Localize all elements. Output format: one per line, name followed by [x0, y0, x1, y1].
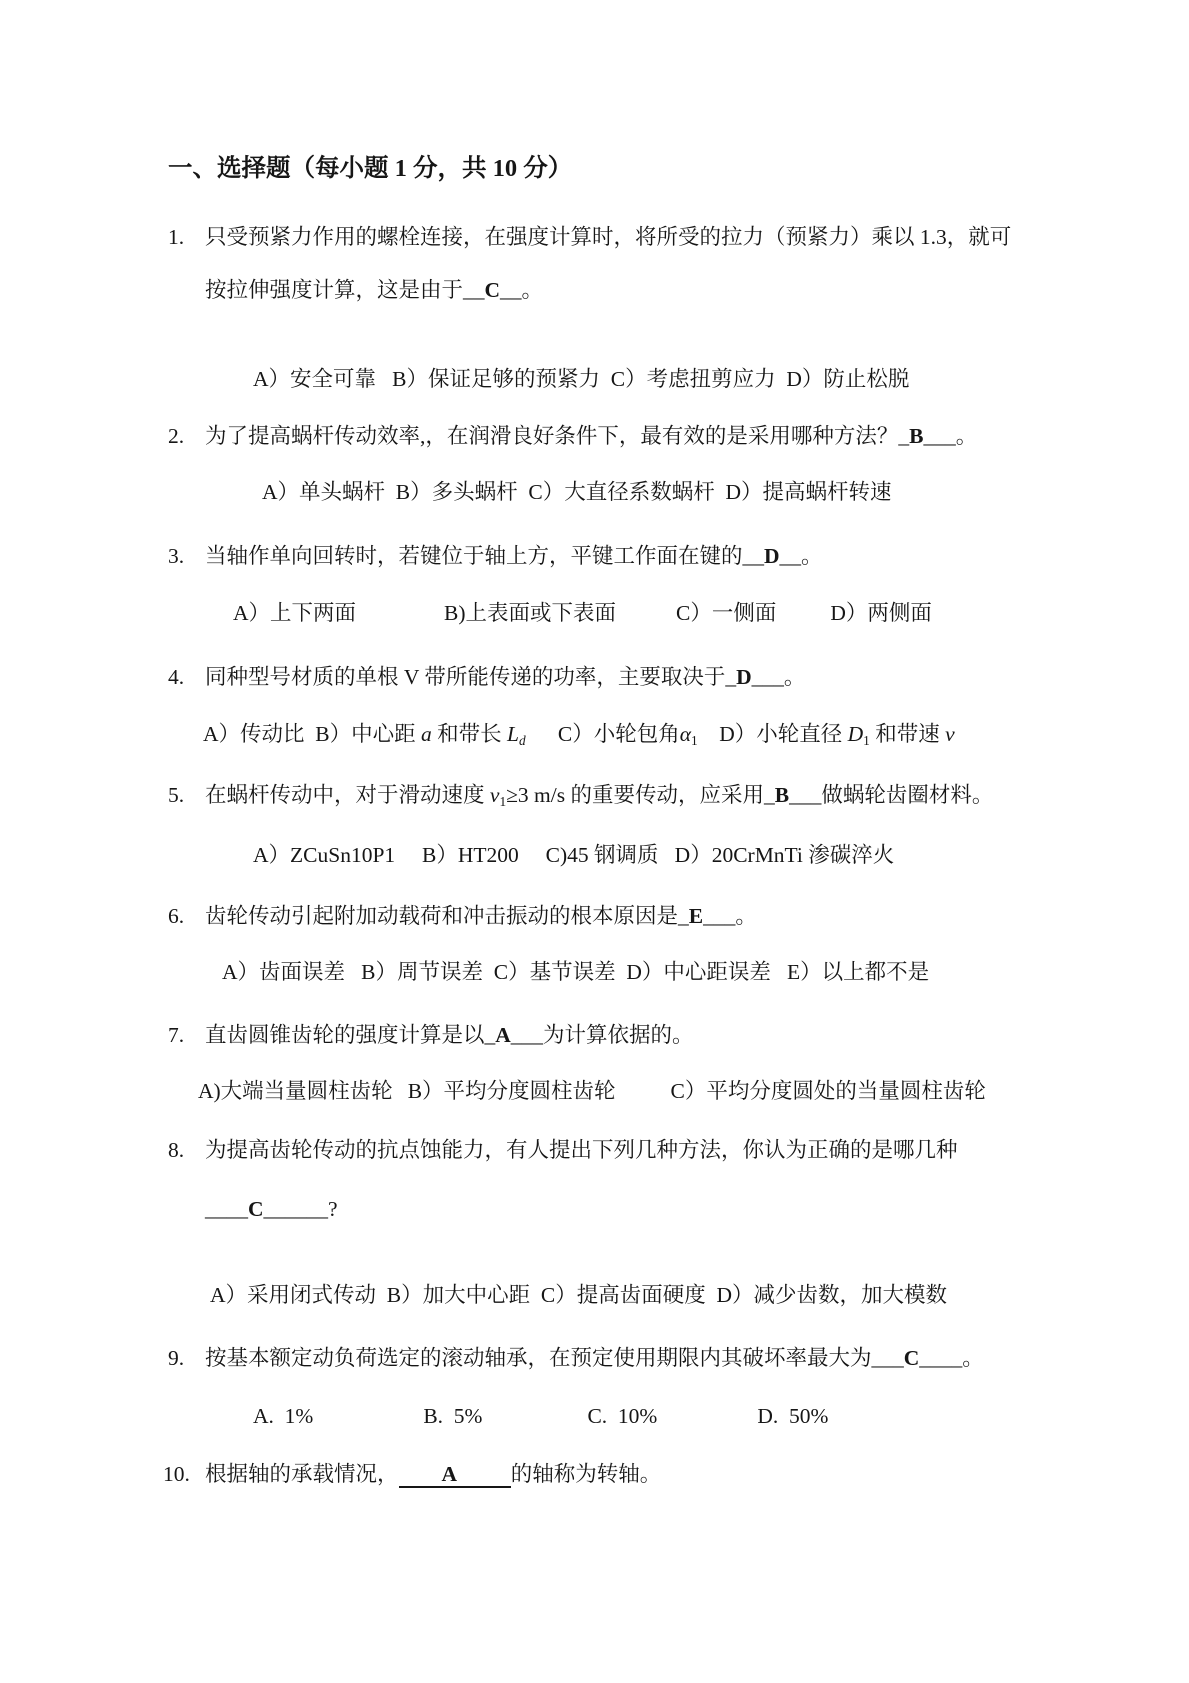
- question-10-text: 根据轴的承载情况， A 的轴称为转轴。: [205, 1462, 662, 1486]
- question-8-text: 为提高齿轮传动的抗点蚀能力，有人提出下列几种方法，你认为正确的是哪几种: [205, 1138, 958, 1162]
- question-2-line-1: [168, 420, 977, 452]
- question-8-line-2: ____C______?: [205, 1197, 338, 1221]
- question-9-options: [253, 1400, 828, 1432]
- question-9-number: 9.: [168, 1346, 185, 1370]
- option-c: C）一侧面: [676, 601, 777, 625]
- question-3-options: [233, 597, 932, 629]
- question-8-options: A）采用闭式传动 B）加大中心距 C）提高齿面硬度 D）减少齿数，加大模数: [210, 1283, 947, 1307]
- question-3-text: 当轴作单向回转时，若键位于轴上方，平键工作面在键的__D__。: [205, 544, 823, 568]
- question-4-options: A）传动比 B）中心距 a 和带长 $L_d$ C）小轮包角$\alpha_1$ D）小轮直径 $D_1$ 和带速 v: [203, 722, 955, 748]
- question-5-options: A）ZCuSn10P1 B）HT200 C)45 钢调质 D）20CrMnTi 渗碳淬火: [253, 843, 895, 867]
- question-7-options: [198, 1075, 986, 1107]
- option-d: D）两侧面: [830, 601, 932, 625]
- question-10-line-1: [163, 1458, 661, 1490]
- question-9-text: 按基本额定动负荷选定的滚动轴承，在预定使用期限内其破坏率最大为___C____。: [205, 1346, 984, 1370]
- option-b: B)上表面或下表面: [444, 601, 617, 625]
- question-7-number: 7.: [168, 1023, 185, 1047]
- question-2-text: 为了提高蜗杆传动效率,，在润滑良好条件下，最有效的是采用哪种方法？_B___。: [205, 424, 978, 448]
- question-1-line-2: 按拉伸强度计算，这是由于__C__。: [205, 278, 544, 302]
- question-6-number: 6.: [168, 904, 185, 928]
- question-10-number: 10.: [163, 1462, 190, 1486]
- option-b: B）平均分度圆柱齿轮: [407, 1079, 616, 1103]
- question-5-text: 在蜗杆传动中，对于滑动速度 $v_1\ge 3$ m/s 的重要传动，应采用_B___做蜗轮齿圈材料。: [205, 783, 994, 809]
- option-b: B. 5%: [423, 1404, 483, 1428]
- question-8-line-1: [168, 1134, 958, 1166]
- option-a: A)大端当量圆柱齿轮: [198, 1079, 393, 1103]
- question-6-text: 齿轮传动引起附加动载荷和冲击振动的根本原因是_E___。: [205, 904, 757, 928]
- question-5-number: 5.: [168, 783, 185, 807]
- section-title: 一、选择题（每小题 1 分，共 10 分）: [168, 155, 573, 182]
- question-8-number: 8.: [168, 1138, 185, 1162]
- question-1-line-1: [168, 221, 1011, 253]
- question-9-line-1: [168, 1342, 984, 1374]
- question-4-number: 4.: [168, 665, 185, 689]
- question-3-line-1: [168, 540, 823, 572]
- question-2-options: A）单头蜗杆 B）多头蜗杆 C）大直径系数蜗杆 D）提高蜗杆转速: [262, 480, 892, 504]
- question-7-text: 直齿圆锥齿轮的强度计算是以_A___为计算依据的。: [205, 1023, 694, 1047]
- option-a: A. 1%: [253, 1404, 314, 1428]
- question-1-options: A）安全可靠 B）保证足够的预紧力 C）考虑扭剪应力 D）防止松脱: [253, 367, 910, 391]
- question-3-number: 3.: [168, 544, 185, 568]
- option-c: C. 10%: [587, 1404, 658, 1428]
- question-1-number: 1.: [168, 225, 185, 249]
- question-6-line-1: [168, 900, 757, 932]
- question-4-line-1: [168, 661, 805, 693]
- question-4-text: 同种型号材质的单根 V 带所能传递的功率，主要取决于_D___。: [205, 665, 806, 689]
- option-d: D. 50%: [757, 1404, 829, 1428]
- question-2-number: 2.: [168, 424, 185, 448]
- question-1-text: 只受预紧力作用的螺栓连接，在强度计算时，将所受的拉力（预紧力）乘以 1.3，就可: [205, 225, 1012, 249]
- question-5-line-1: [168, 779, 993, 818]
- question-6-options: A）齿面误差 B）周节误差 C）基节误差 D）中心距误差 E）以上都不是: [222, 960, 930, 984]
- option-c: C）平均分度圆处的当量圆柱齿轮: [670, 1079, 986, 1103]
- option-a: A）上下两面: [233, 601, 357, 625]
- question-7-line-1: [168, 1019, 694, 1051]
